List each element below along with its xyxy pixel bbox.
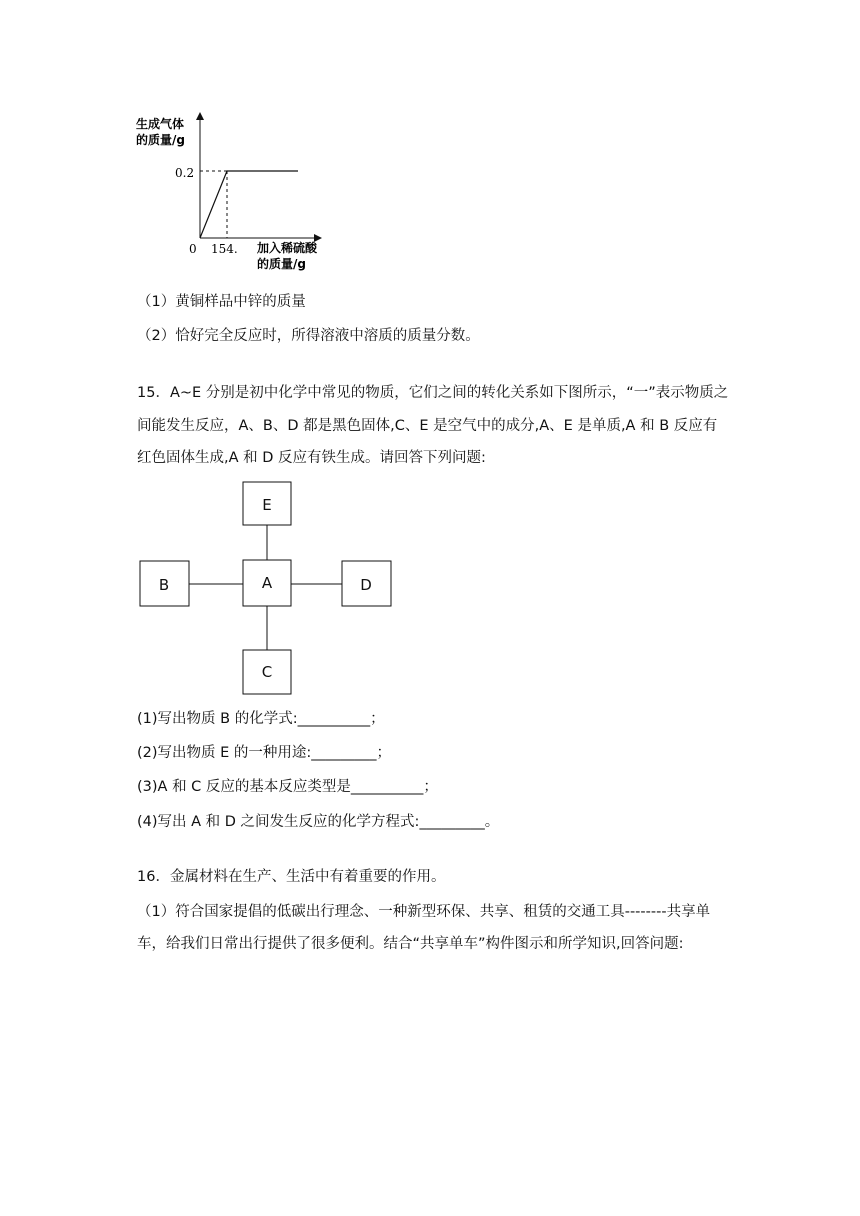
q15-stem-line3: 红色固体生成,A 和 D 反应有铁生成。请回答下列问题:	[137, 450, 486, 466]
label-a: A	[261, 574, 273, 592]
q16-stem: 16．金属材料在生产、生活中有着重要的作用。	[137, 869, 446, 885]
x-tick-label: 154.	[211, 242, 238, 256]
x-axis-label-line1: 加入稀硫酸	[257, 241, 318, 255]
data-line	[200, 171, 298, 238]
y-axis-label-line2: 的质量/g	[136, 133, 185, 147]
q16-sub1-line1: （1）符合国家提倡的低碳出行理念、一种新型环保、共享、租赁的交通工具--------共享单	[137, 904, 711, 920]
q15-stem-line1: 15．A~E 分别是初中化学中常见的物质，它们之间的转化关系如下图所示，“一”表示物质之	[137, 385, 729, 401]
x-axis-label-line2: 的质量/g	[257, 257, 306, 271]
q15-stem-line2: 间能发生反应，A、B、D 都是黑色固体,C、E 是空气中的成分,A、E 是单质,A 和 B 反应有	[137, 418, 718, 434]
q16-sub1-line2: 车，给我们日常出行提供了很多便利。结合“共享单车”构件图示和所学知识,回答问题:	[137, 936, 684, 952]
q14-sub2: （2）恰好完全反应时，所得溶液中溶质的质量分数。	[137, 328, 480, 344]
label-b: B	[158, 576, 170, 594]
y-axis-label-line1: 生成气体	[136, 117, 185, 131]
origin-label: 0	[189, 242, 197, 256]
reaction-diagram	[130, 470, 420, 700]
label-e: E	[262, 496, 272, 514]
q15-sub1: (1)写出物质 B 的化学式:__________；	[137, 711, 385, 727]
q15-sub2: (2)写出物质 E 的一种用途:_________；	[137, 745, 392, 761]
gas-mass-graph	[130, 110, 330, 280]
label-c: C	[261, 663, 273, 681]
y-tick-label: 0.2	[175, 166, 195, 180]
label-d: D	[360, 576, 372, 594]
q14-sub1: （1）黄铜样品中锌的质量	[137, 294, 306, 310]
q15-sub4: (4)写出 A 和 D 之间发生反应的化学方程式:_________。	[137, 814, 500, 830]
q15-sub3: (3)A 和 C 反应的基本反应类型是__________；	[137, 779, 438, 795]
